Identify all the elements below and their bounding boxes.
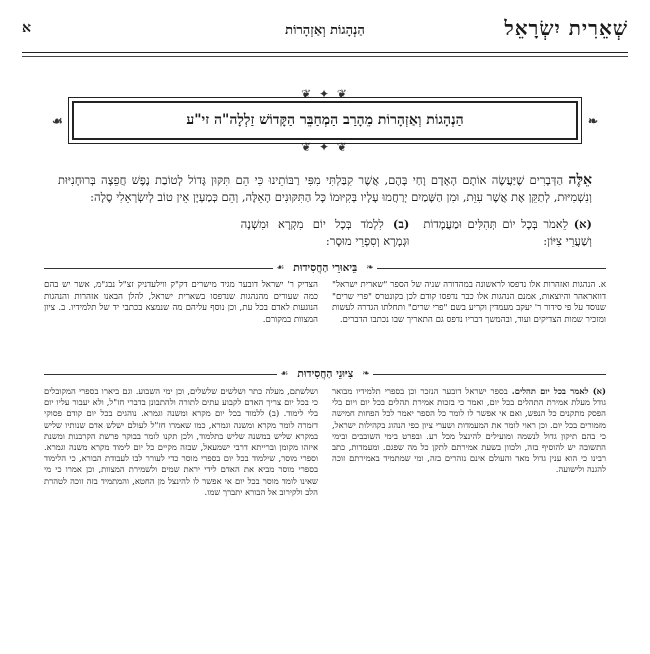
divider (44, 268, 273, 269)
item-mark: (א) (573, 217, 592, 231)
item-text: לֵאמֹר בְּכָל יוֹם תְּהִלִּים וּמַעֲמָדוֹת וְשַׁעֲרֵי צִיּוֹן: (423, 217, 592, 248)
tziunei-title: צִיּוּנֵי הַחֲסִידוּת (297, 368, 354, 380)
tziunei-right-text: בספר ישראל דובער הנזכר וכן בספרי תלמידיו מבואר גודל מעלת אמירת התהלים בכל יום, ואמר כי בזכות אמירת תהלים בכל יום ויום בלי הפסק מתקנים כל הנפש, ואם אי אפשר לו לומר כל הספר יאמר לכל הפחות חמישה מזמורים בכל יום. וכן ראוי לומר את המעמדות ושערי ציון כפי הנהוג בקהילות ישראל, כי בהם תיקון גדול לנשמה ומועילים להינצל מכל רע. ובפרט בימי השובבים ובימי התשובה יש להוסיף בזה, ולכוון בשעת אמירתם לתקן כל מה שפגם. ומעמדות, כתב רבינו כי הוא ענין גדול מאד והעולם אינם נזהרים בזה, ומי שמתמיד באמירתם זוכה להגנה ולישועה. (332, 386, 606, 475)
ornament-bottom: ❦ ✦ ❦ (301, 140, 349, 154)
item-3 (58, 216, 227, 250)
intro-text: הַדְּבָרִים שֶׁיַּעֲשֶׂה אוֹתָם הָאָדָם וָחַי בָּהֶם, אֲשֶׁר קִבַּלְתִּי מִפִּי רַבּוֹתֵינוּ כִּי הֵם תִּקּוּן גָּדוֹל לְטוֹבַת נֶפֶשׁ חֲפֵצָה בְּרוּחָנִיּוּת וְנִשְׁמִיּוּת, לְתַקֵּן אֶת אֲשֶׁר עִוֵּת, וּמִן הַשָּׁמַיִם יְרַחֲמוּ עָלָיו בְּקִיּוּמוֹ כָּל הַתִּקּוּנִים הָאֵלֶּה, וְהֵם כְּמַעְיָן אֵין טוֹב לְיִשְׂרְאֵלִי סֶלָה: (58, 173, 592, 204)
ornament-right: ❧ (587, 113, 598, 128)
biurei-columns (44, 280, 606, 356)
book-title: שְׁאֵרִית יִשְׂרָאֵל (504, 16, 628, 40)
items-list (58, 216, 592, 250)
ornament-icon: ☙ (276, 263, 285, 273)
divider (373, 374, 606, 375)
tziunei-left-column: ושלשתם, מעלה כתר ושלשים שלשלים, וכן ימי השבוע. וגם ביארו בספרי המקובלים כי בכל יום צריך האדם לקבוע עתים לתורה ולהתבונן בדברי חז"ל, ולא יעבור עליו יום בלי לימוד. (ב) ללמוד בכל יום מקרא ומשנה וגמרא. נוהגים בכל יום קודם פסוקי דזמרה לומר מקרא ומשנה וגמרא, כמו שאמרו חז"ל לעולם ישלש אדם שנותיו שליש במקרא שליש במשנה שליש בתלמוד, ולכן תקנו לומר בבוקר פרשת הקרבנות ומשנת איזהו מקומן וברייתא דרבי ישמעאל, שבזה מקיים כל יום לימוד מקרא משנה וגמרא. וספרי מוסר, שילמוד בכל יום בספרי מוסר כדי לעורר לבו לעבודת הבורא, כי הלימוד בספרי מוסר מביא את האדם לידי יראת שמים ולשמירת המצוות, וכן אמרו כי מי שאינו לומד מוסר בכל יום אי אפשר לו להינצל מן החטא, והמתמיד בזה זוכה לטהרת הלב ולקירוב אל הבורא יתברך שמו. (44, 386, 318, 497)
item-1 (423, 216, 592, 250)
biurei-left-column: הצדיק ר' ישראל דובער מגיד מישרים דק"ק ווילעדניק זצ"ל נבג"מ, אשר יש בהם כמה שעורים מהנהגות שנדפסו בשארית ישראל, להלן הבאנו אזהרות והנהגות הנוגעות לאדם בכל עת, וכן נוסף עליהם מה שנמצא בכתבי יד של תלמידיו. ב. ציון המצוות במקורם. (44, 280, 318, 325)
divider (44, 374, 277, 375)
biurei-title: בֵּיאוּרֵי הַחֲסִידוּת (293, 262, 358, 274)
tziunei-section-header (44, 366, 606, 382)
ornament-icon: ☙ (280, 369, 289, 379)
tziunei-columns (44, 386, 606, 654)
title-frame (52, 87, 598, 154)
tziunei-right-lead: (א) לאמר בכל יום תהלים. (511, 386, 606, 396)
divider (377, 268, 606, 269)
main-title: הַנְהָגוֹת וְאַזְהָרוֹת מֵהָרַב הַמְחַבֵּר הַקָּדוֹשׁ זַלְלָה"ה זי"ע (186, 112, 464, 128)
section-title: הַנְהָגוֹת וְאַזְהָרוֹת (285, 23, 365, 38)
intro-paragraph (58, 172, 592, 206)
title-box (52, 101, 598, 140)
ornament-icon: ❧ (366, 263, 374, 273)
header-rule (22, 56, 628, 57)
tziunei-right-column (332, 386, 606, 654)
page-number: א (22, 20, 31, 36)
biurei-section-header (44, 260, 606, 276)
item-2 (241, 216, 410, 250)
item-mark: (ב) (392, 217, 410, 231)
intro-first-word: אֵלֶּה (568, 172, 593, 188)
biurei-right-column: א. הנהגות ואזהרות אלו נדפסו לראשונה במהדורה שניה של הספר "שארית ישראל" דוואראהר והיוצאות, אמנם הנהגות אלו כבר נדפסו קודם לכן בקונטרס "פרי שרים" שנוסד על פי סידור ר' יעקב מעמדין וקריע בשם "פרי שרים" ותחלתו הגדרה לעשות ומזכיר שמות הצדיקים ועוד, ובהמשך דבריו נדפס גם התאריך שבו נכתבו הדברים. (332, 280, 606, 325)
item-text: לִלְמֹד בְּכָל יוֹם מִקְרָא וּמִשְׁנָה וּגְמָרָא וְסִפְרֵי מוּסָר: (240, 217, 410, 248)
ornament-icon: ❧ (362, 369, 370, 379)
ornament-left: ☙ (52, 113, 63, 128)
page-header (22, 16, 628, 53)
ornament-top: ❦ ✦ ❦ (301, 87, 349, 101)
